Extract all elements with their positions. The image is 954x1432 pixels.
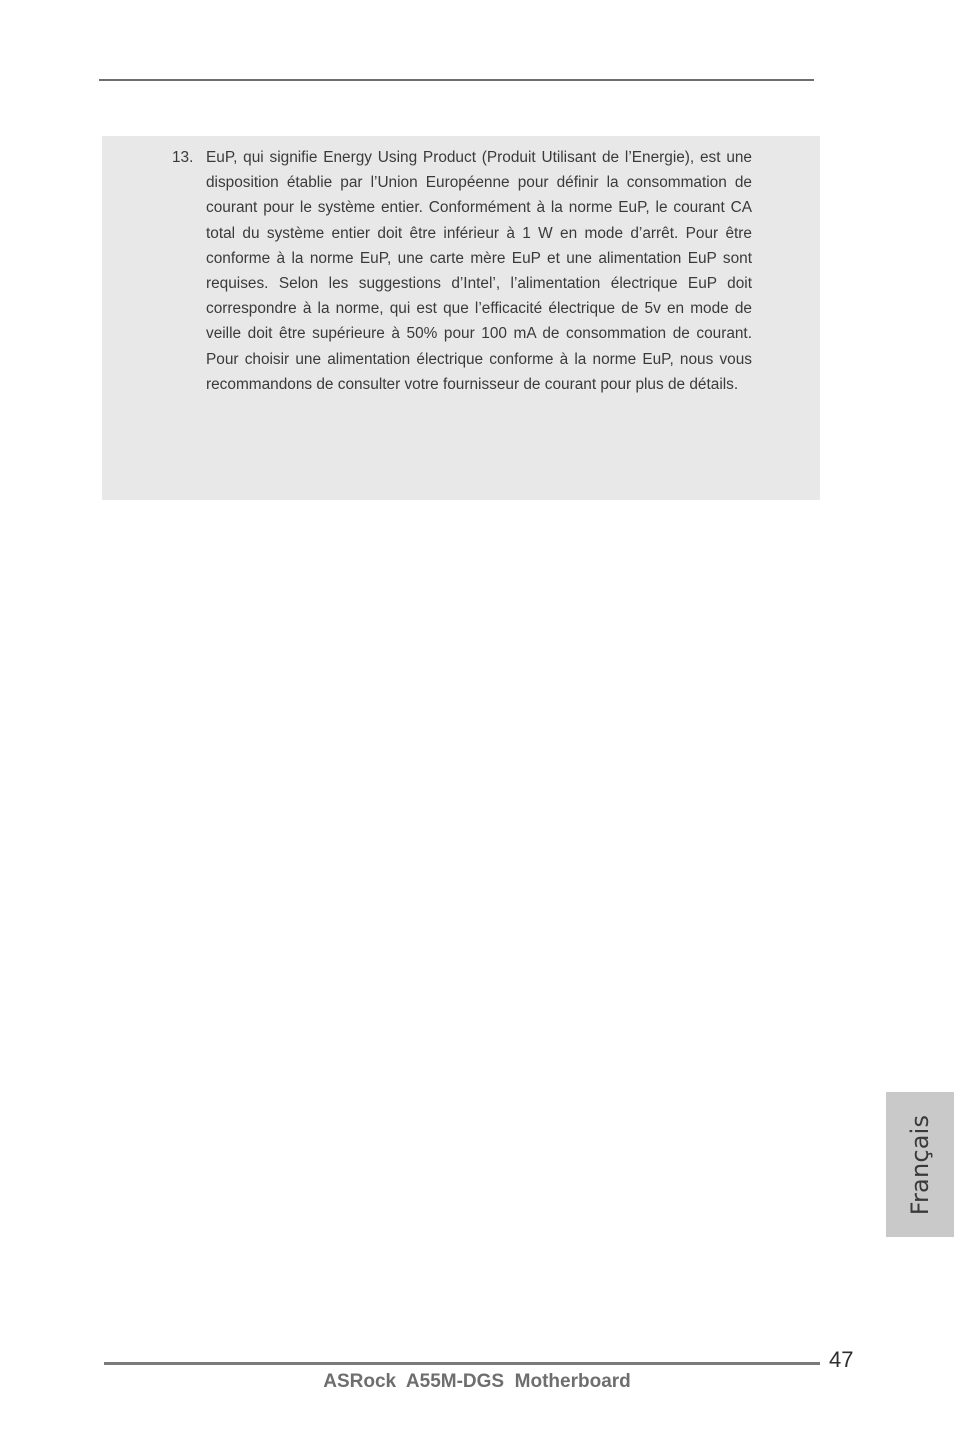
header-rule <box>99 79 814 81</box>
note-box <box>102 136 820 500</box>
page-number: 47 <box>829 1347 854 1372</box>
language-tab <box>886 1092 954 1237</box>
footer-title: ASRock A55M-DGS Motherboard <box>323 1371 631 1392</box>
footer-rule <box>104 1362 820 1365</box>
language-tab-label: Français <box>906 1114 934 1215</box>
note-text: EuP, qui signifie Energy Using Product (Produit Utilisant de l’Energie), est une disposition établie par l’Union Européenne pour définir la consommation de courant pour le système entier. Conformément à la norme EuP, le courant CA total du système entier doit être inférieur à 1 W en mode d’arrêt. Pour être conforme à la norme EuP, une carte mère EuP et une alimentation EuP sont requises. Selon les suggestions d’Intel’, l’alimentation électrique EuP doit correspondre à la norme, qui est que l’efficacité électrique de 5v en mode de veille doit être supérieure à 50% pour 100 mA de consommation de courant. Pour choisir une alimentation électrique conforme à la norme EuP, nous vous recommandons de consulter votre fournisseur de courant pour plus de détails. <box>206 149 752 393</box>
note-number: 13. <box>172 149 194 166</box>
